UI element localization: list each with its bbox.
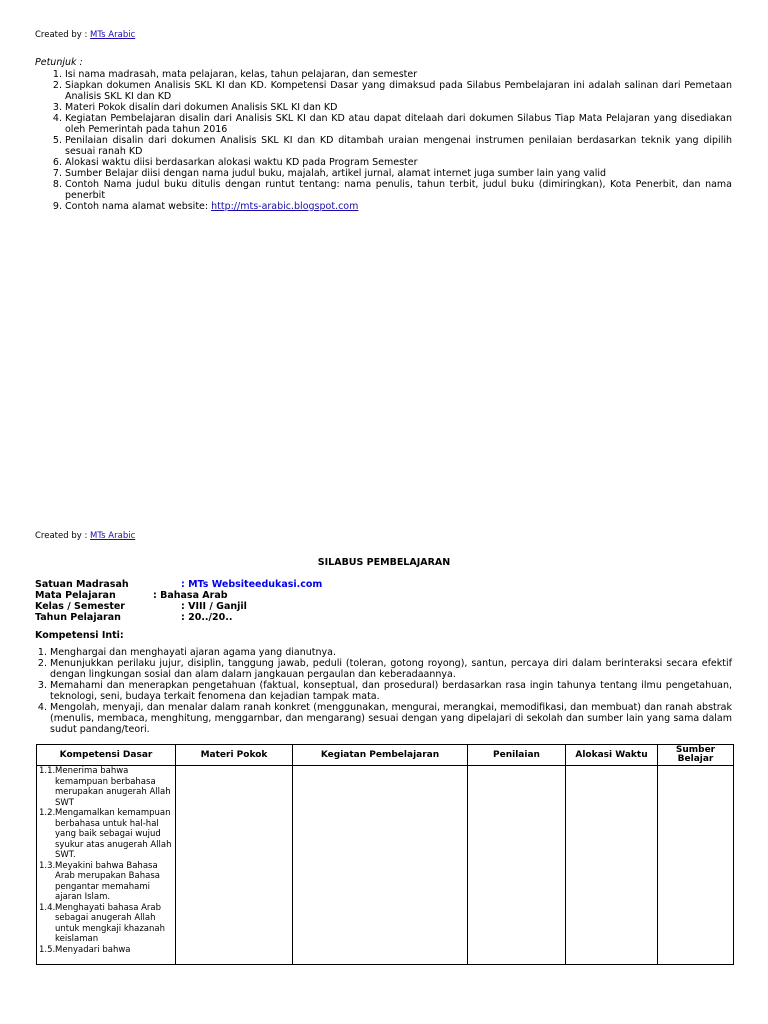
created-by-link[interactable]: MTs Arabic — [90, 531, 136, 541]
kd-text: Meyakini bahwa Bahasa Arab merupakan Bahasa pengantar memahami ajaran Islam. — [55, 860, 160, 902]
kegiatan-cell — [293, 766, 468, 965]
kd-text: Menyadari bahwa — [55, 944, 131, 955]
kd-number: 1.2. — [39, 808, 56, 818]
mapel-label: Mata Pelajaran — [35, 590, 116, 601]
kd-number: 1.4. — [39, 902, 56, 913]
table-row — [37, 766, 734, 965]
header-penilaian: Penilaian — [468, 745, 566, 766]
kd-item — [37, 766, 175, 808]
created-by-label: Created by : — [35, 531, 91, 541]
header-alokasi-waktu: Alokasi Waktu — [566, 745, 658, 766]
table-header-row — [37, 745, 734, 766]
kd-list — [37, 766, 175, 955]
ki-list — [35, 647, 732, 735]
materi-cell — [176, 766, 293, 965]
kelas-value: : VIII / Ganjil — [181, 601, 247, 612]
petunjuk-list — [35, 69, 732, 212]
kelas-label: Kelas / Semester — [35, 601, 125, 612]
petunjuk-item: 1. Isi nama madrasah, mata pelajaran, kelas, tahun pelajaran, dan semester — [65, 69, 732, 80]
kd-text: Mengamalkan kemampuan berbahasa untuk hal-hal yang baik sebagai wujud syukur atas anugerah Allah SWT. — [55, 808, 172, 860]
mapel-value: : Bahasa Arab — [153, 590, 228, 601]
penilaian-cell — [468, 766, 566, 965]
petunjuk-item: 8. Contoh Nama judul buku ditulis dengan runtut tentang: nama penulis, tahun terbit, judul buku (dimiringkan), Kota Penerbit, dan nama penerbit — [65, 179, 732, 201]
kd-cell — [37, 766, 176, 965]
created-by-line — [35, 30, 135, 41]
kd-item — [37, 808, 175, 861]
kd-item — [37, 903, 175, 945]
kd-number: 1.1. — [39, 766, 56, 776]
document-title: SILABUS PEMBELAJARAN — [317, 557, 451, 568]
petunjuk-item: 4. Kegiatan Pembelajaran disalin dari Analisis SKL KI dan KD atau dapat ditelaah dari dokumen Silabus Tiap Mata Pelajaran yang disediakan oleh Pemerintah pada tahun 2016 — [65, 113, 732, 135]
header-kegiatan: Kegiatan Pembelajaran — [293, 745, 468, 766]
petunjuk-item: 2. Siapkan dokumen Analisis SKL KI dan KD. Kompetensi Dasar yang dimaksud pada Silabus Pembelajaran ini adalah salinan dari Pemetaan Analisis SKL KI dan KD — [65, 80, 732, 102]
kd-number: 1.3. — [39, 860, 56, 871]
ki-item: 2. Menunjukkan perilaku jujur, disiplin, tanggung jawab, peduli (toleran, gotong royong), santun, percaya diri dalam berinteraksi secara efektif dengan lingkungan sosial dan alam dalarn jangkauan pergaulan dan keberadaannya. — [50, 658, 732, 680]
silabus-table — [36, 744, 734, 965]
ki-item: 3. Memahami dan menerapkan pengetahuan (faktual, konseptual, dan prosedural) berdasarkan rasa ingin tahunya tentang ilmu pengetahuan, teknologi, seni, budaya terkait fenomena dan kejadian tampak mata. — [50, 680, 732, 702]
tahun-label: Tahun Pelajaran — [35, 612, 121, 623]
ki-item: 4. Mengolah, menyaji, dan menalar dalam ranah konkret (menggunakan, mengurai, merangkai, memodifikasi, dan membuat) dan ranah abstrak (menulis, membaca, menghitung, menggarnbar, dan mengarang) sesuai dengan yang dipelajari di sekolah dan sumber lain yang sama dalam sudut pandang/teori. — [50, 702, 732, 735]
tahun-value: : 20../20.. — [181, 612, 233, 623]
satuan-value: : MTs Websiteedukasi.com — [181, 579, 323, 590]
kd-item — [37, 945, 175, 956]
website-link[interactable]: http://mts-arabic.blogspot.com — [211, 201, 359, 212]
ki-title: Kompetensi Inti: — [35, 630, 124, 641]
created-by-label: Created by : — [35, 30, 91, 40]
header-materi-pokok: Materi Pokok — [176, 745, 293, 766]
kd-number: 1.5. — [39, 944, 56, 955]
petunjuk-item: 5. Penilaian disalin dari dokumen Analisis SKL KI dan KD ditambah uraian mengenai instrumen penilaian berdasarkan teknik yang dipilih sesuai ranah KD — [65, 135, 732, 157]
sumber-cell — [658, 766, 734, 965]
petunjuk-item-website — [65, 201, 732, 212]
website-label: Contoh nama alamat website: — [65, 201, 212, 212]
petunjuk-item: 3. Materi Pokok disalin dari dokumen Analisis SKL KI dan KD — [65, 102, 732, 113]
header-kompetensi-dasar: Kompetensi Dasar — [37, 745, 176, 766]
header-sumber-belajar: Sumber Belajar — [658, 745, 734, 766]
satuan-label: Satuan Madrasah — [35, 579, 129, 590]
petunjuk-item: 7. Sumber Belajar diisi dengan nama judul buku, majalah, artikel jurnal, alamat internet juga sumber lain yang valid — [65, 168, 732, 179]
petunjuk-item: 6. Alokasi waktu diisi berdasarkan alokasi waktu KD pada Program Semester — [65, 157, 732, 168]
alokasi-cell — [566, 766, 658, 965]
created-by-line — [35, 531, 135, 542]
kd-text: Menerima bahwa kemampuan berbahasa merupakan anugerah Allah SWT — [55, 766, 171, 808]
kd-item — [37, 861, 175, 903]
created-by-link[interactable]: MTs Arabic — [90, 30, 136, 40]
ki-item: 1. Menghargai dan menghayati ajaran agama yang dianutnya. — [50, 647, 732, 658]
kd-text: Menghayati bahasa Arab sebagai anugerah Allah untuk mengkaji khazanah keislaman — [55, 902, 165, 944]
petunjuk-title: Petunjuk : — [35, 57, 83, 68]
